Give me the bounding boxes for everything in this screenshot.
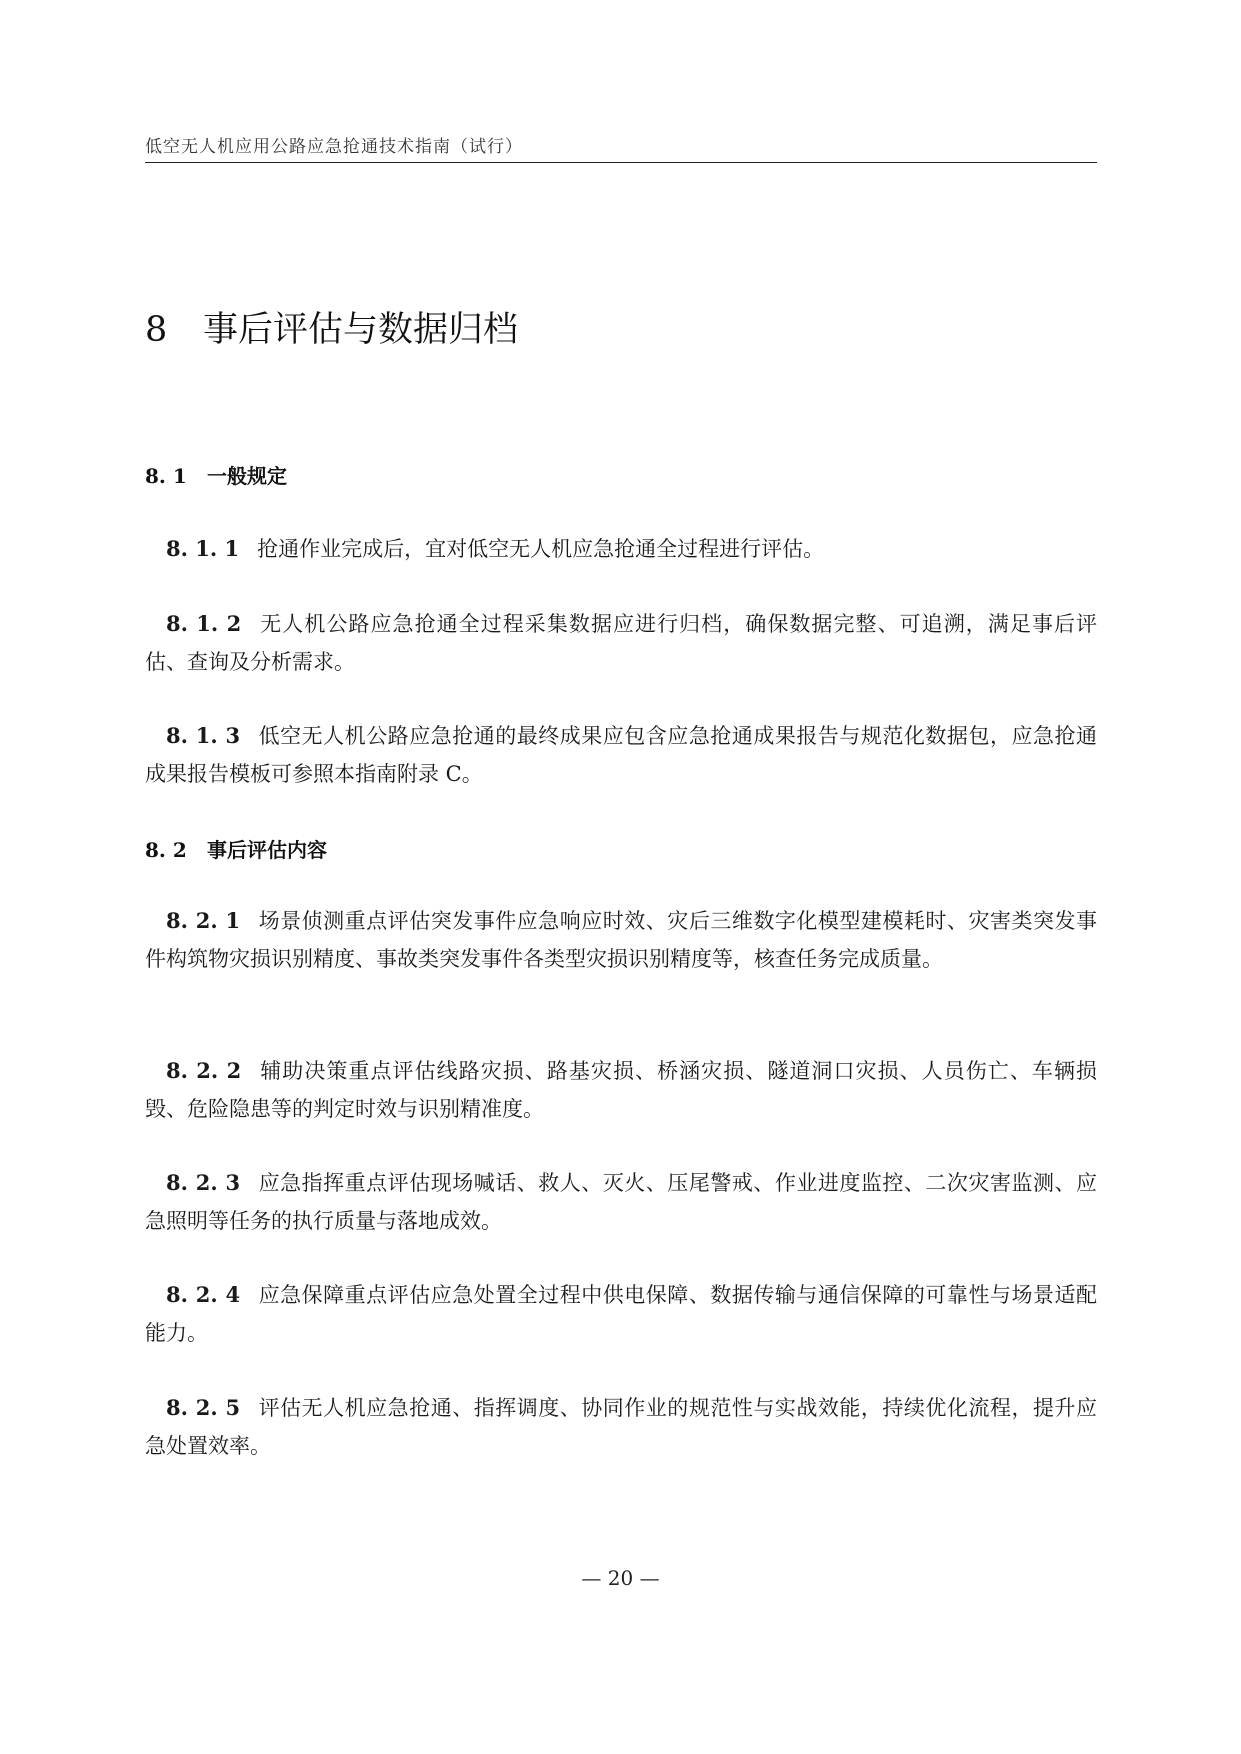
clause-8-2-3 bbox=[145, 1164, 1097, 1240]
page-number: — 20 — bbox=[581, 1566, 660, 1590]
clause-number: 8. 2. 5 bbox=[166, 1395, 241, 1420]
clause-8-1-3 bbox=[145, 717, 1097, 793]
chapter-title bbox=[145, 302, 518, 352]
clause-8-2-5 bbox=[145, 1389, 1097, 1465]
section-title: 事后评估内容 bbox=[207, 838, 327, 862]
clause-8-1-2 bbox=[145, 605, 1097, 681]
clause-8-2-1 bbox=[145, 902, 1097, 978]
clause-number: 8. 2. 3 bbox=[166, 1170, 241, 1195]
clause-number: 8. 1. 1 bbox=[166, 536, 240, 561]
header-rule bbox=[145, 162, 1097, 163]
clause-text: 低空无人机公路应急抢通的最终成果应包含应急抢通成果报告与规范化数据包，应急抢通成果报告模板可参照本指南附录 C。 bbox=[145, 724, 1097, 786]
clause-text: 应急指挥重点评估现场喊话、救人、灭火、压尾警戒、作业进度监控、二次灾害监测、应急照明等任务的执行质量与落地成效。 bbox=[145, 1171, 1097, 1233]
clause-8-2-4 bbox=[145, 1276, 1097, 1352]
clause-text: 应急保障重点评估应急处置全过程中供电保障、数据传输与通信保障的可靠性与场景适配能力。 bbox=[145, 1283, 1097, 1345]
clause-8-1-1 bbox=[145, 530, 1097, 568]
section-heading-8-2 bbox=[145, 834, 327, 863]
clause-number: 8. 1. 3 bbox=[166, 723, 241, 748]
section-number: 8. 2 bbox=[145, 838, 187, 862]
section-number: 8. 1 bbox=[145, 464, 187, 488]
section-heading-8-1 bbox=[145, 460, 287, 489]
running-header: 低空无人机应用公路应急抢通技术指南（试行） bbox=[145, 137, 523, 157]
clause-text: 辅助决策重点评估线路灾损、路基灾损、桥涵灾损、隧道洞口灾损、人员伤亡、车辆损毁、危险隐患等的判定时效与识别精准度。 bbox=[145, 1059, 1097, 1121]
clause-text: 无人机公路应急抢通全过程采集数据应进行归档，确保数据完整、可追溯，满足事后评估、查询及分析需求。 bbox=[145, 612, 1097, 674]
clause-number: 8. 2. 2 bbox=[166, 1058, 242, 1083]
clause-number: 8. 2. 1 bbox=[166, 908, 241, 933]
clause-number: 8. 2. 4 bbox=[166, 1282, 241, 1307]
clause-text: 评估无人机应急抢通、指挥调度、协同作业的规范性与实战效能，持续优化流程，提升应急处置效率。 bbox=[145, 1396, 1097, 1458]
chapter-title-text: 事后评估与数据归档 bbox=[203, 310, 519, 350]
chapter-number: 8 bbox=[145, 310, 168, 350]
clause-8-2-2 bbox=[145, 1052, 1097, 1128]
clause-text: 场景侦测重点评估突发事件应急响应时效、灾后三维数字化模型建模耗时、灾害类突发事件构筑物灾损识别精度、事故类突发事件各类型灾损识别精度等，核查任务完成质量。 bbox=[145, 909, 1097, 971]
section-title: 一般规定 bbox=[207, 464, 287, 488]
clause-number: 8. 1. 2 bbox=[166, 611, 242, 636]
clause-text: 抢通作业完成后，宜对低空无人机应急抢通全过程进行评估。 bbox=[257, 537, 825, 561]
